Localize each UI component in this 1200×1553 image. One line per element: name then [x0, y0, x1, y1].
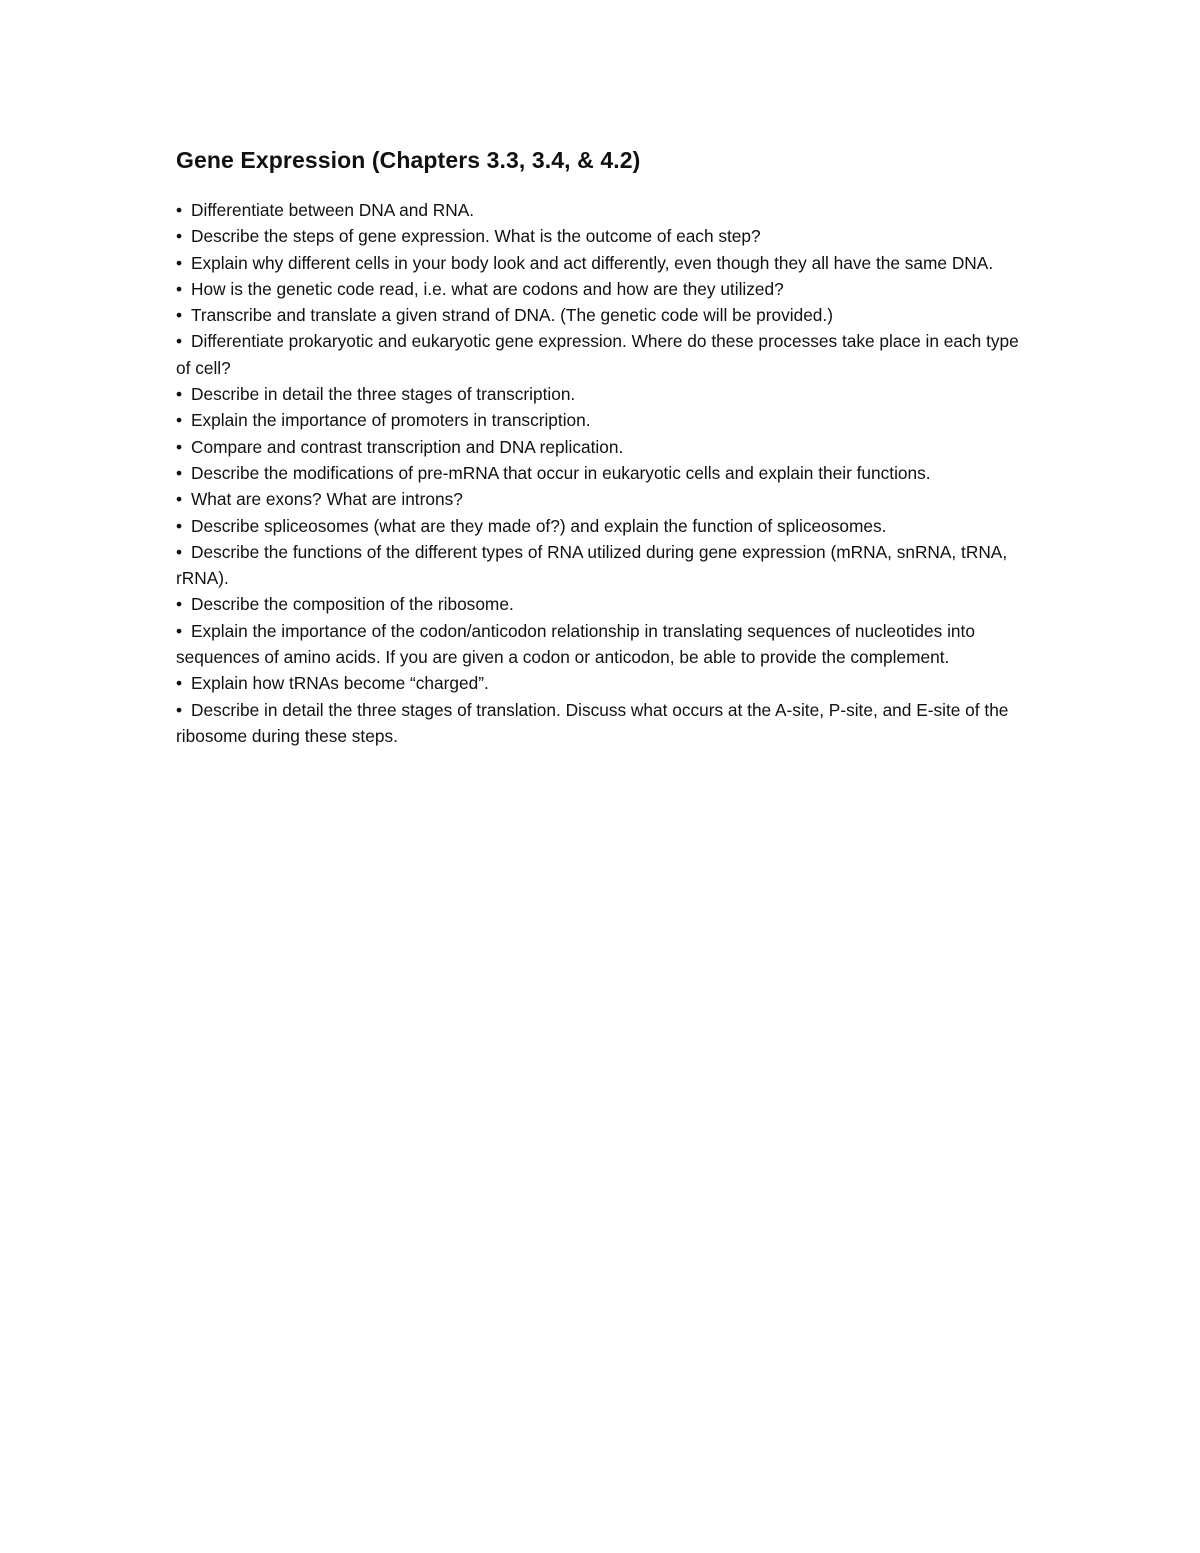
bullet-icon: •: [176, 200, 183, 220]
list-item: [176, 302, 1036, 328]
bullet-icon: •: [176, 541, 183, 562]
bullet-icon: •: [176, 384, 183, 405]
bullet-icon: •: [176, 673, 183, 694]
bullet-icon: •: [176, 594, 183, 615]
bullet-icon: •: [176, 620, 183, 641]
bullet-icon: •: [176, 331, 183, 352]
list-item-text: Describe the steps of gene expression. What is the outcome of each step?: [191, 226, 761, 247]
list-item-text: Explain the importance of promoters in transcription.: [191, 410, 591, 431]
list-item-text: Explain the importance of the codon/anticodon relationship in translating sequences of nucleotides into sequences of amino acids. If you are given a codon or anticodon, be able to provide the complement.: [176, 620, 975, 668]
list-item-text: Describe in detail the three stages of translation. Discuss what occurs at the A-site, P-site, and E-site of the ribosome during these steps.: [176, 699, 1009, 746]
bullet-icon: •: [176, 410, 183, 431]
list-item: [176, 434, 1036, 460]
list-item: [176, 513, 1036, 539]
list-item: [176, 539, 1036, 592]
list-item-text: Describe the functions of the different types of RNA utilized during gene expression (mRNA, snRNA, tRNA, rRNA).: [176, 541, 1008, 589]
list-item: [176, 670, 1036, 696]
list-item: [176, 591, 1036, 617]
list-item: [176, 223, 1036, 249]
bullet-icon: •: [176, 515, 183, 536]
list-item-text: Transcribe and translate a given strand of DNA. (The genetic code will be provided.): [191, 305, 833, 326]
list-item-text: Describe the composition of the ribosome.: [191, 594, 514, 615]
bullet-icon: •: [176, 489, 183, 510]
list-item-text: How is the genetic code read, i.e. what are codons and how are they utilized?: [191, 278, 784, 299]
bullet-icon: •: [176, 462, 183, 483]
bullet-icon: •: [176, 436, 183, 457]
list-item: [176, 328, 1036, 381]
list-item: [176, 618, 1036, 671]
list-item-text: Differentiate between DNA and RNA.: [191, 200, 475, 220]
list-item: [176, 486, 1036, 512]
list-item-text: Describe the modifications of pre-mRNA that occur in eukaryotic cells and explain their functions.: [191, 462, 931, 483]
bullet-icon: •: [176, 305, 183, 326]
list-item-text: What are exons? What are introns?: [191, 489, 463, 510]
document-title: Gene Expression (Chapters 3.3, 3.4, & 4.2): [176, 147, 641, 173]
bullet-icon: •: [176, 699, 183, 720]
list-item-text: Compare and contrast transcription and DNA replication.: [191, 436, 624, 457]
bullet-icon: •: [176, 278, 183, 299]
objectives-list: [176, 197, 1036, 749]
list-item: [176, 381, 1036, 407]
list-item-text: Explain how tRNAs become “charged”.: [191, 673, 489, 694]
list-item-text: Explain why different cells in your body look and act differently, even though they all have the same DNA.: [191, 252, 994, 273]
document-content: [176, 143, 1036, 749]
list-item: [176, 276, 1036, 302]
list-item: [176, 250, 1036, 276]
list-item-text: Differentiate prokaryotic and eukaryotic gene expression. Where do these processes take place in each type of cell?: [176, 331, 1019, 378]
list-item-text: Describe in detail the three stages of transcription.: [191, 384, 576, 405]
list-item: [176, 197, 1036, 223]
list-item: [176, 460, 1036, 486]
list-item-text: Describe spliceosomes (what are they made of?) and explain the function of spliceosomes.: [191, 515, 887, 536]
bullet-icon: •: [176, 252, 183, 273]
list-item: [176, 407, 1036, 433]
list-item: [176, 697, 1036, 750]
bullet-icon: •: [176, 226, 183, 247]
